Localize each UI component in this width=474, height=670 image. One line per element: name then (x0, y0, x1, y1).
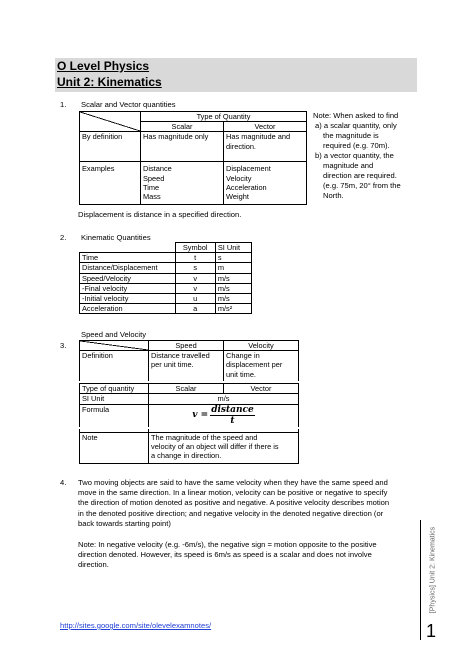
table-row: Acceleration (80, 304, 176, 314)
scalar-vector-table (79, 111, 307, 205)
kinematic-quantities-table: Symbol SI Unit Time t s Distance/Displacement s m Speed/Velocity v m/s -Final velocity v m/s -Initial velocity u m/s Acceleration a m/s² (79, 242, 252, 314)
velocity-definition: Change in displacement per unit time. (224, 351, 299, 383)
section-1-number: 1. (60, 100, 67, 109)
side-note: Note: When asked to find a) a scalar quantity, only the magnitude is required (e.g. 70m). b) a vector quantity, the magnitude and direction are required. (e.g. 75m, 20° from the North. (313, 111, 401, 200)
section-4-number: 4. (60, 478, 67, 487)
section-3-number: 3. (60, 341, 67, 350)
page-divider (420, 520, 421, 640)
note-label: Note (80, 432, 149, 463)
scalar-examples: Distance Speed Time Mass (141, 162, 224, 205)
speed-type: Scalar (149, 384, 224, 394)
table-corner-cell (80, 112, 141, 132)
velocity-type: Vector (224, 384, 299, 394)
type-of-quantity-header: Type of Quantity (141, 112, 307, 122)
si-unit-header: SI Unit (215, 243, 251, 253)
vector-header: Vector (224, 122, 307, 132)
page-title: O Level Physics (57, 59, 150, 73)
side-caption: [Physics] Unit 2: Kinematics (429, 526, 437, 614)
table-row: Time (80, 253, 176, 263)
table-corner-cell (80, 341, 149, 351)
page-subtitle: Unit 2: Kinematics (57, 75, 162, 89)
examples-label: Examples (80, 162, 141, 205)
table-row: -Final velocity (80, 283, 176, 293)
negative-velocity-note: Note: In negative velocity (e.g. -6m/s), the negative sign = motion opposite to the positive direction denoted. However, its speed is 6m/s as speed is a scalar and does not involve direction. (78, 540, 377, 570)
section-1-heading: Scalar and Vector quantities (81, 100, 176, 109)
si-unit-value: m/s (149, 394, 299, 404)
section-2-number: 2. (60, 233, 67, 242)
by-definition-label: By definition (80, 132, 141, 162)
note-text: The magnitude of the speed and velocity of an object will differ if there is a change in direction. (149, 432, 299, 463)
table-row: Distance/Displacement (80, 263, 176, 273)
scalar-header: Scalar (141, 122, 224, 132)
si-unit-label: SI Unit (80, 394, 149, 404)
table-row: Speed/Velocity (80, 273, 176, 283)
speed-formula: v = $\frac{\text{distance}}{t}$ (149, 404, 299, 428)
speed-velocity-table (79, 340, 299, 464)
definition-label: Definition (80, 351, 149, 383)
displacement-note: Displacement is distance in a specified direction. (78, 210, 242, 219)
section-2-heading: Kinematic Quantities (81, 233, 151, 242)
scalar-definition: Has magnitude only (141, 132, 224, 162)
symbol-header: Symbol (175, 243, 215, 253)
table-row: -Initial velocity (80, 294, 176, 304)
speed-definition: Distance travelled per unit time. (149, 351, 224, 383)
vector-definition: Has magnitude and direction. (224, 132, 307, 162)
page-number: 1 (426, 621, 437, 641)
velocity-paragraph: Two moving objects are said to have the same velocity when they have the same speed and move in the same direction. In a linear motion, velocity can be positive or negative to specify the direction of motion denoted as positive and negative. A positive velocity describes motion in the denoted positive direction; and negative velocity in the denoted negative direction (or back towards starting point) (78, 478, 390, 528)
type-of-quantity-label: Type of quantity (80, 384, 149, 394)
section-3-heading: Speed and Velocity (81, 330, 147, 339)
title-banner (55, 58, 417, 92)
vector-examples: Displacement Velocity Acceleration Weight (224, 162, 307, 205)
site-link[interactable]: http://sites.google.com/site/olevelexamnotes/ (60, 621, 212, 630)
velocity-header: Velocity (224, 341, 299, 351)
speed-header: Speed (149, 341, 224, 351)
formula-label: Formula (80, 404, 149, 428)
